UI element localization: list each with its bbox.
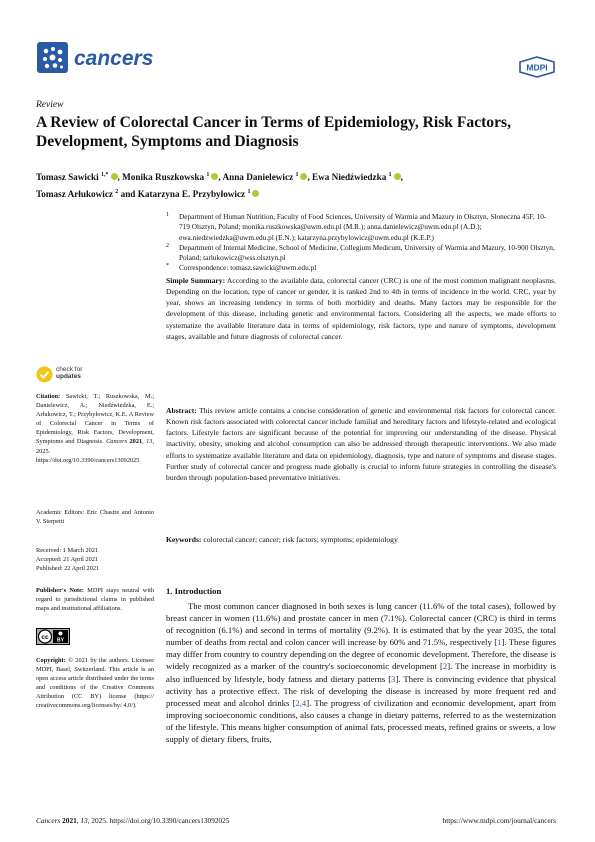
citation-volume: 13 [146,438,153,446]
publisher-name: MDPI [526,62,548,73]
author-name[interactable]: Anna Danielewicz [222,172,294,183]
author-affiliation-sup: 1 [388,172,392,178]
intro-text: ]. There is convincing evidence that physical activity has a protective effect. The risk of developing the disease is increased by more frequent red and processed meat and alcohol drinks [ [166,673,556,708]
copyright-text: © 2021 by the authors. Licensee MDPI, Basel, Switzerland. This article is an open access article distributed under the terms and conditions of the Creative Commons Attribution (CC BY) license (https:// creativecommons.org/licenses/by/ 4.0/). [36,657,154,710]
cc-by-label: BY [57,637,64,644]
author-line-1: Tomasz Sawicki $^{1,*}$ , Monika Ruszkowska $^1$ , Anna Danielewicz $^1$ , Ewa Niedźwiedzka $^1$ , [36,172,403,183]
check-for-updates-badge[interactable] [36,364,146,386]
author-list [36,168,556,202]
orcid-icon[interactable] [252,190,259,197]
published-date: Published: 22 April 2021 [36,565,100,573]
affiliation-number: * [166,263,169,270]
publisher-note-text: MDPI stays neutral with regard to jurisdictional claims in published maps and institutional affiliations. [36,587,154,613]
citation-journal: Cancers [106,438,128,446]
academic-editors: Academic Editors: Eric Chastre and Antonio V. Sterpetti [36,509,154,526]
author-line-2: Tomasz Arłukowicz $^2$ and Katarzyna E. Przybyłowicz $^1$ [36,185,556,202]
dates-block [36,546,154,573]
check-updates-icon [36,366,53,383]
orcid-icon[interactable] [300,173,307,180]
author-name[interactable]: Ewa Niedźwiedzka [312,172,387,183]
keywords-label: Keywords: [166,535,202,544]
intro-text: ]. These figures may differ from country to country depending on the degree of economic development. Therefore, the disease is widely recognized as a marker of the country's socioeconomic development [ [166,637,556,672]
citation-label: Citation: [36,393,61,400]
copyright-label: Copyright: [36,657,66,664]
footer-journal-url[interactable]: https://www.mdpi.com/journal/cancers [442,816,556,825]
abstract-label: Abstract: [166,406,197,415]
footer-journal: Cancers [36,816,61,825]
article-title: A Review of Colorectal Cancer in Terms of Epidemiology, Risk Factors, Development, Symptoms and Diagnosis [36,114,511,150]
affiliation-number: 2 [166,242,169,249]
simple-summary-label: Simple Summary: [166,276,226,285]
reference-link[interactable]: 2 [442,661,448,672]
citation-text: Sawicki, T.; Ruszkowska, M.; Danielewicz, A.; Niedźwiedzka, E.; Arłukowicz, T.; Przybyłowicz, K.E. A Review of Colorectal Cancer in Terms of Epidemiology, Risk Factors, Development, Symptoms and Diagnosis. [36,393,154,446]
affiliation-item [166,243,556,264]
journal-logo-icon [37,42,68,73]
reference-link[interactable]: 3 [391,673,396,684]
affiliations [166,212,556,274]
footer-doi[interactable]: , 2025. https://doi.org/10.3390/cancers13092025 [87,816,230,825]
author-name[interactable]: Katarzyna E. Przybyłowicz [137,189,246,200]
affiliation-item [166,212,556,243]
updates-label: updates [56,373,81,380]
intro-text: The most common cancer diagnosed in both sexes is lung cancer (11.6% of the total cases), followed by breast cancer in women (11.6%) and prostate cancer in men (7.1%). Colorectal cancer (CRC) is third in terms of recognition (6.1%) and second in terms of mortality (9.2%). It is estimated that by the year 2035, the total number of deaths from rectal and colon cancer will increase by 60% and 71.5%, respectively [ [166,601,556,648]
citation-block: Citation: Sawicki, T.; Ruszkowska, M.; Danielewicz, A.; Niedźwiedzka, E.; Arłukowicz, T.; Przybyłowicz, K.E. A Review of Colorectal Cancer in Terms of Epidemiology, Risk Factors, Development, Symptoms and Diagnosis. Cancers 2021, 13, 2025. https://doi.org/10.3390/cancers13092025 [36,393,155,464]
article-type: Review [36,100,64,110]
affiliation-number: 1 [166,212,169,218]
received-date: Received: 1 March 2021 [36,547,99,554]
intro-text: ]. The progress of civilization and economic development, apart from improving socioeconomic conditions, also causes a change in dietary patterns, referred to as the westernization of the lifestyle. This means higher consumption of animal fats, processed meats, refined grains or sweets, a low supply of dietary fibers, fruits, [166,697,556,745]
publisher-note [36,586,154,613]
copyright-block [36,656,154,711]
correspondence [166,263,556,273]
correspondence-text: Correspondence: tomasz.sawicki@uwm.edu.pl [179,263,317,273]
author-name[interactable]: Tomasz Sawicki [36,172,99,183]
reference-link[interactable]: 1 [497,637,502,648]
simple-summary-text: According to the available data, colorectal cancer (CRC) is one of the most common malignant neoplasms. Depending on the location, type of cancer or gender, it is ranked 2nd to 4th in terms of incidence in the world. CRC, year by year, shows an increasing tendency in terms of both morbidity and deaths. Many factors may be responsible for the development of this disease, including genetic and environmental factors. Considering all the aspects, we made efforts to systematize the available literature data in terms of epidemiology, risk factors, type and nature of symptoms, development stages, available and future diagnosis of colorectal cancer. [166,276,556,341]
accepted-date: Accepted: 21 April 2021 [36,556,99,564]
author-name[interactable]: Monika Ruszkowska [122,172,205,183]
publisher-note-label: Publisher's Note: [36,587,85,594]
reference-link[interactable]: 2,4 [295,697,307,708]
orcid-icon[interactable] [211,173,218,180]
author-affiliation-sup: 1 [206,172,210,178]
keywords-text: colorectal cancer; cancer; risk factors; symptoms; epidemiology [203,535,398,544]
author-affiliation-sup: 1 [247,189,251,196]
footer-year: 2021 [62,816,77,825]
simple-summary [166,275,556,342]
footer-volume: 13 [80,816,88,825]
check-label: check for [56,366,83,373]
introduction-paragraph [166,600,556,745]
cc-by-license-icon[interactable] [36,628,70,645]
keywords [166,534,556,545]
journal-name[interactable]: cancers [74,47,154,70]
cc-label: cc [41,634,49,641]
citation-year: 2021 [129,438,143,446]
orcid-icon[interactable] [111,173,118,180]
intro-text: ]. The increase in morbidity is also influenced by lifestyle, body fatness and dietary patterns [ [166,661,556,684]
orcid-icon[interactable] [394,173,401,180]
page-footer: Cancers 2021, 13, 2025. https://doi.org/10.3390/cancers13092025 https://www.mdpi.com/journal/cancers [36,816,556,825]
citation-doi[interactable]: , 2025. https://doi.org/10.3390/cancers13092025 [36,438,155,464]
section-heading-introduction: 1. Introduction [166,586,222,596]
mdpi-logo-icon[interactable] [518,56,556,78]
author-affiliation-sup: 2 [115,189,119,196]
affiliation-text: Department of Internal Medicine, School of Medicine, Collegium Medicum, University of Warmia and Mazury, 10-900 Olsztyn, Poland; tarlukowicz@wss.olsztyn.pl [179,242,555,263]
author-affiliation-sup: 1,* [101,172,109,178]
affiliation-text: Department of Human Nutrition, Faculty of Food Sciences, University of Warmia and Mazury in Olsztyn, Słoneczna 45F, 10-719 Olsztyn, Poland; monika.ruszkowska@uwm.edu.pl (M.R.); anna.danielewicz@uwm.edu.pl (A.D.); ewa.niedzwiedzka@uwm.edu.pl (E.N.); katarzyna.przybylowicz@uwm.edu.pl (K.E.P.) [179,212,547,242]
introduction-body [166,600,556,745]
author-name[interactable]: Tomasz Arłukowicz [36,189,113,200]
abstract [166,405,556,483]
abstract-text: This review article contains a concise consideration of genetic and environmental risk factors for colorectal cancer. Known risk factors associated with colorectal cancer include familial and hereditary factors and lifestyle-related and ecological factors. Lifestyle factors are significant because of the potential for improving our understanding of the disease. Physical inactivity, obesity, smoking and alcohol consumption can also be addressed through therapeutic interventions. We also made efforts to systematize available literature and data on epidemiology, diagnosis, type and nature of symptoms and disease stages. Further study of colorectal cancer and progress made globally is crucial to inform future strategies in controlling the disease's burden through population-based preventative initiatives. [166,406,556,482]
author-affiliation-sup: 1 [295,172,299,178]
